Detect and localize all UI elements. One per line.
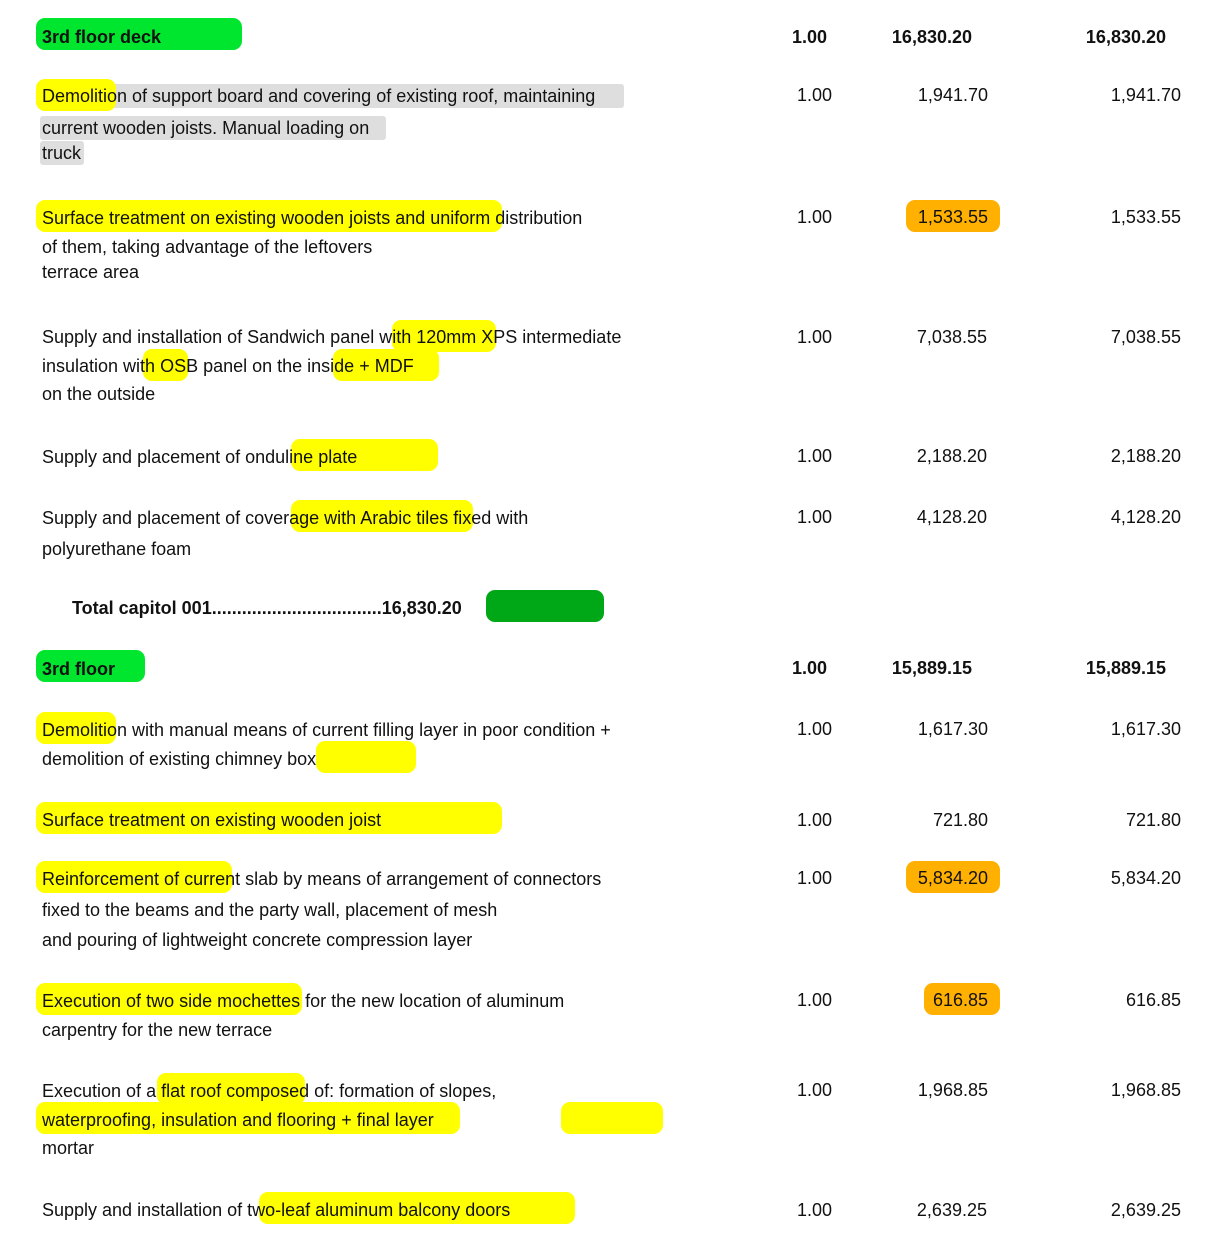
item-qty: 1.00 [796, 207, 832, 227]
item-description-line: Execution of a flat roof composed of: formation of slopes, [42, 1081, 497, 1101]
item-description-line: Reinforcement of current slab by means of arrangement of connectors [42, 869, 602, 889]
section-price: 16,830.20 [891, 27, 972, 47]
item-price: 1,617.30 [917, 719, 988, 739]
item-amount: 4,128.20 [1110, 507, 1181, 527]
item-qty: 1.00 [796, 719, 832, 739]
item-description-line: of them, taking advantage of the leftovers [42, 237, 373, 257]
section-total: Total capitol 001..................................16,830.20 [72, 598, 462, 618]
section-amount: 15,889.15 [1085, 658, 1166, 678]
item-amount: 616.85 [1125, 990, 1181, 1010]
item-description-line: current wooden joists. Manual loading on [42, 118, 370, 138]
item-price: 4,128.20 [916, 507, 987, 527]
item-price: 7,038.55 [916, 327, 987, 347]
item-amount: 2,639.25 [1110, 1200, 1181, 1220]
item-price: 1,968.85 [917, 1080, 988, 1100]
item-description-line: mortar [42, 1138, 95, 1158]
section-title: 3rd floor [42, 659, 116, 679]
highlight-dark-green [486, 590, 604, 622]
item-amount: 5,834.20 [1110, 868, 1181, 888]
item-price: 1,941.70 [917, 85, 988, 105]
item-description-line: demolition of existing chimney box [42, 749, 317, 769]
item-amount: 721.80 [1125, 810, 1181, 830]
item-price: 721.80 [932, 810, 988, 830]
item-description-line: Demolition with manual means of current filling layer in poor condition + [42, 720, 611, 740]
item-description-line: insulation with OSB panel on the inside + MDF [42, 356, 414, 376]
section-title: 3rd floor deck [42, 27, 162, 47]
item-description-line: Demolition of support board and covering of existing roof, maintaining [42, 86, 596, 106]
item-qty: 1.00 [796, 327, 832, 347]
item-description-line: carpentry for the new terrace [42, 1020, 273, 1040]
item-description-line: polyurethane foam [42, 539, 192, 559]
item-description-line: fixed to the beams and the party wall, placement of mesh [42, 900, 498, 920]
item-description-line: waterproofing, insulation and flooring + final layer [42, 1110, 434, 1130]
item-description-line: Execution of two side mochettes for the new location of aluminum [42, 991, 565, 1011]
item-description-line: Supply and installation of Sandwich panel with 120mm XPS intermediate [42, 327, 622, 347]
item-description-line: Supply and installation of two-leaf aluminum balcony doors [42, 1200, 511, 1220]
item-qty: 1.00 [796, 1200, 832, 1220]
section-price: 15,889.15 [891, 658, 972, 678]
item-description-line: Surface treatment on existing wooden joists and uniform distribution [42, 208, 583, 228]
item-amount: 2,188.20 [1110, 446, 1181, 466]
item-qty: 1.00 [796, 868, 832, 888]
item-qty: 1.00 [796, 446, 832, 466]
item-amount: 7,038.55 [1110, 327, 1181, 347]
item-price: 2,188.20 [916, 446, 987, 466]
item-amount: 1,617.30 [1110, 719, 1181, 739]
section-amount: 16,830.20 [1085, 27, 1166, 47]
item-description-line: Supply and placement of onduline plate [42, 447, 358, 467]
item-description-line: Supply and placement of coverage with Arabic tiles fixed with [42, 508, 529, 528]
item-description-line: truck [42, 143, 82, 163]
item-description-line: and pouring of lightweight concrete compression layer [42, 930, 473, 950]
item-description-line: terrace area [42, 262, 140, 282]
item-price: 616.85 [932, 990, 988, 1010]
item-price: 1,533.55 [917, 207, 988, 227]
item-qty: 1.00 [796, 1080, 832, 1100]
item-qty: 1.00 [796, 990, 832, 1010]
section-qty: 1.00 [791, 658, 827, 678]
section-qty: 1.00 [791, 27, 827, 47]
item-qty: 1.00 [796, 85, 832, 105]
item-description-line: on the outside [42, 384, 156, 404]
item-amount: 1,941.70 [1110, 85, 1181, 105]
item-amount: 1,968.85 [1110, 1080, 1181, 1100]
item-price: 5,834.20 [917, 868, 988, 888]
item-qty: 1.00 [796, 810, 832, 830]
item-description-line: Surface treatment on existing wooden joist [42, 810, 382, 830]
highlight-yellow [316, 741, 416, 773]
item-qty: 1.00 [796, 507, 832, 527]
highlight-yellow [561, 1102, 663, 1134]
item-price: 2,639.25 [916, 1200, 987, 1220]
item-amount: 1,533.55 [1110, 207, 1181, 227]
